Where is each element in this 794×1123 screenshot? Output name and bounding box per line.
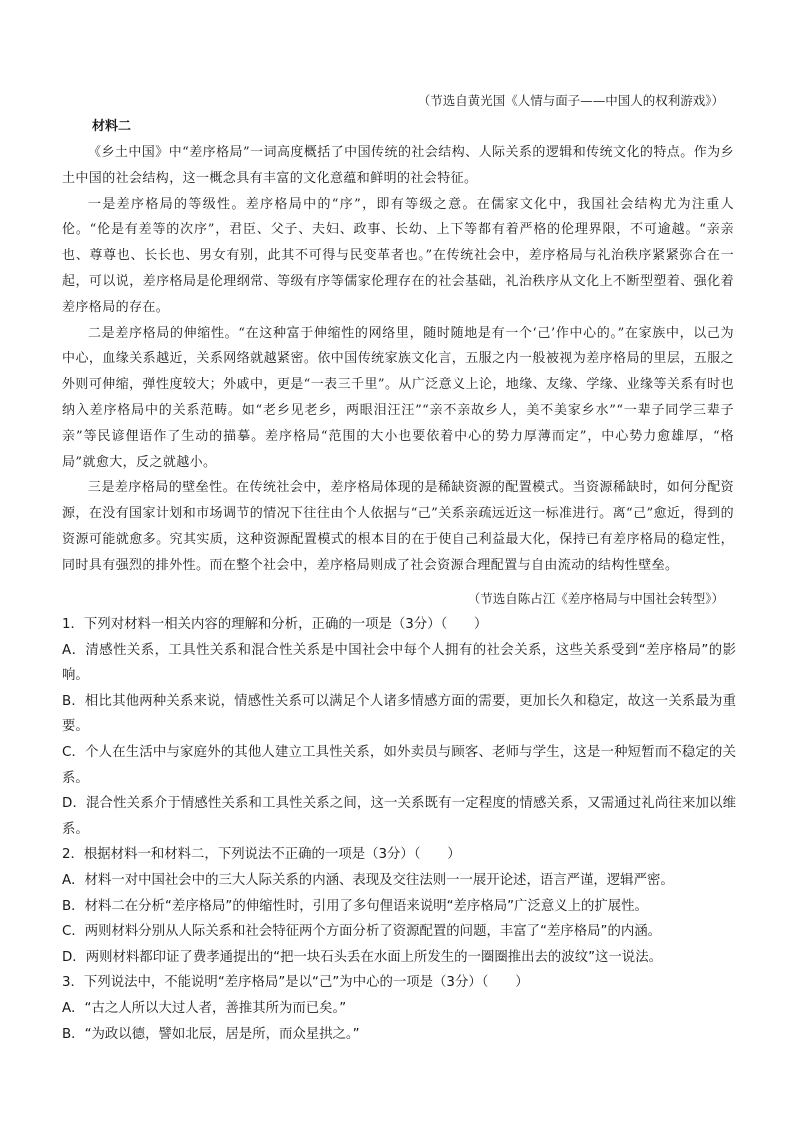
question-stem: 3．下列说法中，不能说明“差序格局”是以“己”为中心的一项是（3分）（ ） <box>62 975 529 991</box>
material-paragraph: 三是差序格局的壁垒性。在传统社会中，差序格局体现的是稀缺资源的配置模式。当资源稀缺时，如何分配资源，在没有国家计划和市场调节的情况下往往由个人依据与“己”关系亲疏远近这一标准进行。离“己”愈近，得到的资源可能就愈多。究其实质，这种资源配置模式的根本目的在于使自己利益最大化，保持已有差序格局的稳定性，同时具有强烈的排外性。而在整个社会中，差序格局则成了社会资源合理配置与自由流动的结构性壁垒。 <box>62 480 734 573</box>
material-2-heading: 材料二 <box>92 119 132 134</box>
question-stem: 1．下列对材料一相关内容的理解和分析，正确的一项是（3分）（ ） <box>62 617 488 632</box>
question-option: B．相比其他两种关系来说，情感性关系可以满足个人诸多情感方面的需要，更加长久和稳定，故这一关系最为重要。 <box>62 693 736 735</box>
question-2 <box>62 842 736 970</box>
source-citation-2: （节选自陈占江《差序格局与中国社会转型》） <box>467 591 724 606</box>
question-option: B．材料二在分析“差序格局”的伸缩性时，引用了多句俚语来说明“差序格局”广泛意义上的扩展性。 <box>62 898 648 914</box>
question-option: C．个人在生活中与家庭外的其他人建立工具性关系，如外卖员与顾客、老师与学生，这是一种短暂而不稳定的关系。 <box>62 744 736 786</box>
question-option: A．清感性关系，工具性关系和混合性关系是中国社会中每个人拥有的社会关系，这些关系受到“差序格局”的影响。 <box>62 642 736 684</box>
question-option: A．材料一对中国社会中的三大人际关系的内涵、表现及交往法则一一展开论述，语言严谨，逻辑严密。 <box>62 872 674 888</box>
material-paragraph: 二是差序格局的伸缩性。“在这种富于伸缩性的网络里，随时随地是有一个‘己’作中心的。”在家族中，以己为中心，血缘关系越近，关系网络就越紧密。依中国传统家族文化言，五服之内一般被视为差序格局的里层，五服之外则可伸缩，弹性度较大；外戚中，更是“一表三千里”。从广泛意义上论，地缘、友缘、学缘、业缘等关系有时也纳入差序格局中的关系范畴。如“老乡见老乡，两眼泪汪汪”“亲不亲故乡人，美不美家乡水”“一辈子同学三辈子亲”等民谚俚语作了生动的描摹。差序格局“范围的大小也要依着中心的势力厚薄而定”，中心势力愈雄厚，“格局”就愈大，反之就越小。 <box>62 325 734 470</box>
material-paragraph: 一是差序格局的等级性。差序格局中的“序”，即有等级之意。在儒家文化中，我国社会结构尤为注重人伦。“伦是有差等的次序”，君臣、父子、夫妇、政事、长幼、上下等都有着严格的伦理界限，不可逾越。“亲亲也、尊尊也、长长也、男女有别，此其不可得与民变革者也。”在传统社会中，差序格局与礼治秩序紧紧弥合在一起，可以说，差序格局是伦理纲常、等级有序等儒家伦理存在的社会基础，礼治秩序从文化上不断型塑着、强化着差序格局的存在。 <box>62 196 734 315</box>
question-3 <box>62 970 736 1047</box>
source-citation-1: （节选自黄光国《人情与面子——中国人的权利游戏》） <box>417 93 724 108</box>
question-1 <box>62 612 736 842</box>
question-stem: 2．根据材料一和材料二，下列说法不正确的一项是（3分）（ ） <box>62 847 461 863</box>
material-2-body <box>62 140 734 579</box>
question-option: D．两则材料都印证了费孝通提出的“把一块石头丢在水面上所发生的一圈圈推出去的波纹”这一说法。 <box>62 949 662 965</box>
question-option: A．“古之人所以大过人者，善推其所为而已矣。” <box>62 1000 347 1016</box>
question-option: B．“为政以德，譬如北辰，居是所，而众星拱之。” <box>62 1026 360 1042</box>
questions-section <box>62 612 736 1047</box>
question-option: D．混合性关系介于情感性关系和工具性关系之间，这一关系既有一定程度的情感关系，又需通过礼尚往来加以维系。 <box>62 796 736 837</box>
question-option: C．两则材料分别从人际关系和社会特征两个方面分析了资源配置的问题，丰富了“差序格局”的内涵。 <box>62 924 662 940</box>
material-paragraph: 《乡土中国》中“差序格局”一词高度概括了中国传统的社会结构、人际关系的逻辑和传统文化的特点。作为乡土中国的社会结构，这一概念具有丰富的文化意蕴和鲜明的社会特征。 <box>62 145 734 186</box>
